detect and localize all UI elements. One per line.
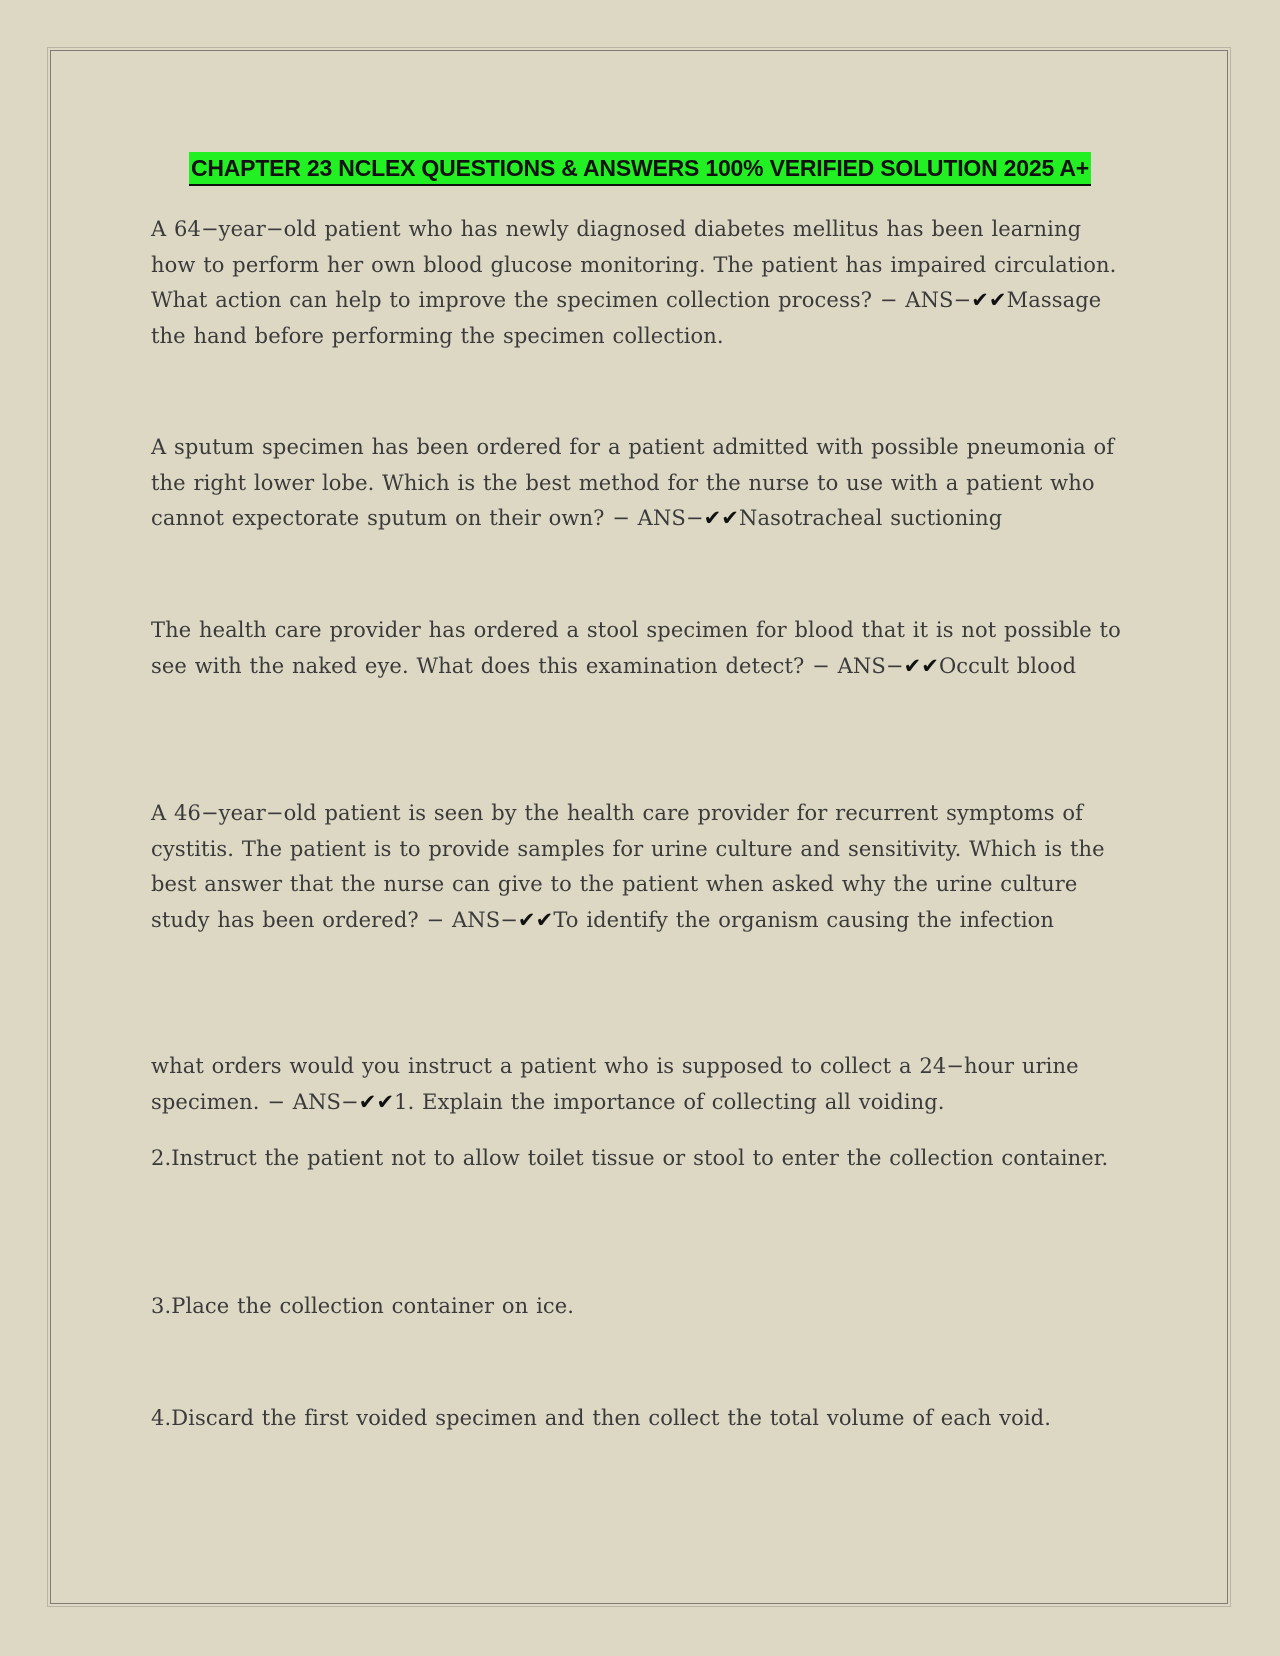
instruction-step-4: 4.Discard the first voided specimen and then collect the total volume of each void. [151, 1406, 1051, 1430]
check-marks: ✔✔ [703, 506, 740, 530]
check-marks: ✔✔ [903, 653, 939, 678]
qa-item-1 [151, 212, 1131, 354]
answer-text: Occult blood [938, 653, 1077, 678]
title-container [0, 152, 1280, 186]
check-marks: ✔✔ [358, 1089, 395, 1114]
qa-item-4 [151, 796, 1131, 938]
instruction-step-3: 3.Place the collection container on ice. [151, 1294, 575, 1318]
instruction-step-2: 2.Instruct the patient not to allow toilet tissue or stool to enter the collection container. [151, 1146, 1109, 1170]
answer-text: Nasotracheal suctioning [739, 506, 1003, 530]
question-text: A 46−year−old patient is seen by the health care provider for recurrent symptoms of cystitis. The patient is to provide samples for urine culture and sensitivity. Which is the best answer that the nurse can give to the patient when asked why the urine culture study has been ordered? − ANS− [151, 801, 1105, 932]
check-marks: ✔✔ [971, 288, 1007, 312]
document-title: CHAPTER 23 NCLEX QUESTIONS & ANSWERS 100% VERIFIED SOLUTION 2025 A+ [189, 152, 1091, 186]
answer-text: Massage the hand before performing the specimen collection. [151, 288, 1102, 348]
question-text: A sputum specimen has been ordered for a patient admitted with possible pneumonia of the right lower lobe. Which is the best method for the nurse to use with a patient who cannot expectorate sputum on their own? − ANS− [151, 435, 1115, 530]
check-marks: ✔✔ [517, 907, 554, 932]
question-text: The health care provider has ordered a stool specimen for blood that it is not possible to see with the naked eye. What does this examination detect? − ANS− [151, 618, 1121, 678]
question-text: A 64−year−old patient who has newly diagnosed diabetes mellitus has been learning how to perform her own blood glucose monitoring. The patient has impaired circulation. What action can help to improve the specimen collection process? − ANS− [151, 217, 1117, 312]
answer-text: To identify the organism causing the infection [553, 907, 1055, 932]
qa-item-3 [151, 613, 1131, 684]
answer-text: 1. Explain the importance of collecting all voiding. [394, 1089, 945, 1114]
qa-item-5 [151, 1049, 1131, 1120]
qa-item-2 [151, 430, 1131, 537]
question-text: what orders would you instruct a patient who is supposed to collect a 24−hour urine specimen. − ANS− [151, 1054, 1079, 1114]
